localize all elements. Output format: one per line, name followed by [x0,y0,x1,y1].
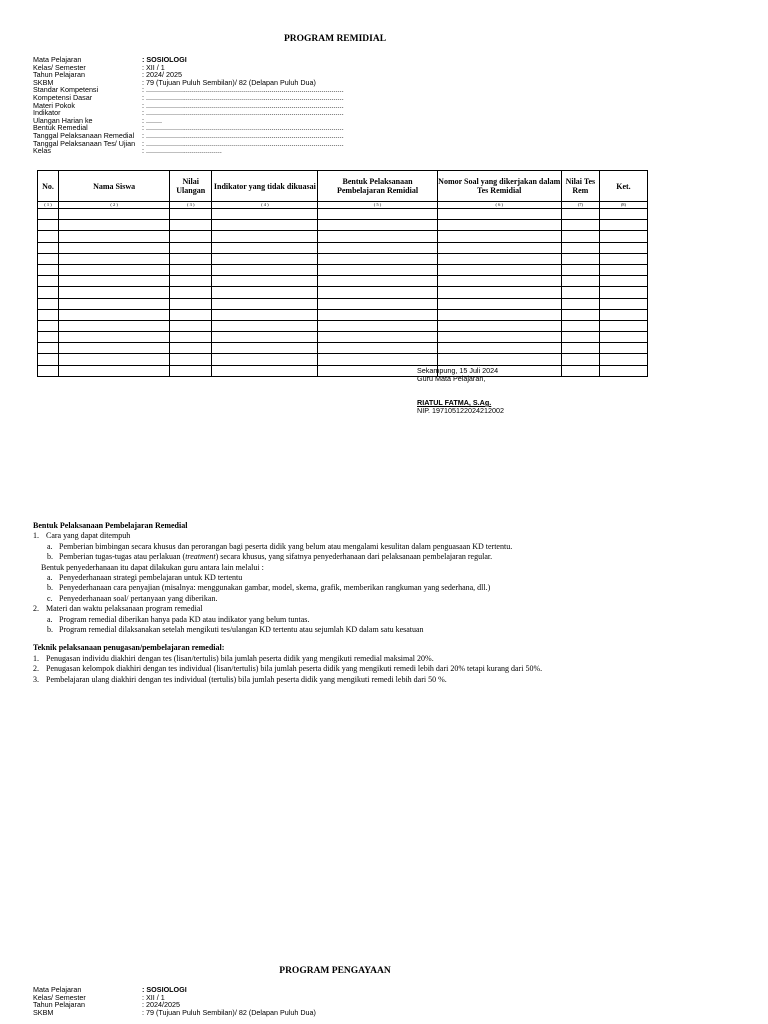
table-cell [170,209,212,220]
table-row [38,220,648,231]
info-label: Tahun Pelajaran [33,1000,85,1010]
list-number: b. [47,552,53,562]
table-cell [437,332,561,343]
table-cell [212,343,318,354]
table-cell [599,332,647,343]
table-cell [59,276,170,287]
list-item [33,654,733,664]
info-value: : ................................................................................................... [142,123,344,133]
info-value: : ................................................................................................... [142,108,344,118]
table-cell [59,332,170,343]
list-number: 1. [33,531,39,541]
table-cell [59,264,170,275]
table-cell [59,231,170,242]
col-header-nilai-tes-rem: Nilai Tes Rem [561,171,599,202]
table-cell [170,332,212,343]
table-cell [599,298,647,309]
table-cell [59,287,170,298]
info-value: : ...................................... [142,146,222,156]
table-cell [599,209,647,220]
info-value: : XII / 1 [142,62,165,72]
col-header-indikator: Indikator yang tidak dikuasai [212,171,318,202]
table-cell [170,253,212,264]
table-row [38,332,648,343]
column-number: ( 1 ) [38,202,59,209]
table-cell [170,365,212,376]
remedial-table [37,170,648,377]
list-text: Penyederhanaan soal/ pertanyaan yang diberikan. [59,593,218,603]
info-value: : SOSIOLOGI [142,985,187,994]
list-number: 2. [33,604,39,614]
table-cell [212,320,318,331]
list-text: Penugasan individu diakhiri dengan tes (lisan/tertulis) bila jumlah peserta didik yang mengikuti remedial maksimal 20%. [46,653,434,663]
list-number: 3. [33,674,39,684]
table-cell [212,231,318,242]
table-cell [38,276,59,287]
table-cell [59,253,170,264]
list-text: Penyederhanaan strategi pembelajaran untuk KD tertentu [59,573,243,583]
info-value: : 79 (Tujuan Puluh Sembilan)/ 82 (Delapan Puluh Dua) [142,1007,316,1017]
table-cell [599,343,647,354]
list-item [33,594,733,604]
table-cell [212,287,318,298]
list-item [33,573,733,583]
table-cell [38,320,59,331]
table-cell [212,332,318,343]
table-cell [318,309,437,320]
column-number: ( 3 ) [170,202,212,209]
table-cell [38,354,59,365]
table-cell [599,309,647,320]
section-heading: Bentuk Pelaksanaan Pembelajaran Remedial [33,521,188,530]
list-text: Penugasan kelompok diakhiri dengan tes individual (lisan/tertulis) bila jumlah peserta didik yang mengikuti remedi lebih dari 20% tetapi kurang dari 50%. [46,664,543,674]
table-row [38,320,648,331]
signature-name: RIATUL FATMA, S.Ag. [417,398,492,407]
table-cell [38,365,59,376]
table-cell [318,209,437,220]
table-cell [437,264,561,275]
table-row [38,209,648,220]
table-cell [561,309,599,320]
info-value: : 79 (Tujuan Puluh Sembilan)/ 82 (Delapan Puluh Dua) [142,77,316,87]
info-value: : ................................................................................................... [142,138,344,148]
table-cell [170,276,212,287]
column-number: ( 2 ) [59,202,170,209]
list-number: a. [47,573,53,583]
table-cell [59,365,170,376]
info-label: SKBM [33,77,54,87]
table-cell [170,354,212,365]
list-number: a. [47,541,53,551]
remedial-info-block [33,56,344,155]
table-cell [170,264,212,275]
table-cell [38,220,59,231]
table-cell [170,220,212,231]
table-row [38,276,648,287]
table-cell [561,354,599,365]
table-cell [212,253,318,264]
table-cell [59,354,170,365]
table-cell [437,242,561,253]
table-cell [437,309,561,320]
table-cell [170,287,212,298]
table-cell [599,320,647,331]
table-header-row [38,171,648,202]
table-cell [561,332,599,343]
table-cell [212,354,318,365]
info-label: Kelas/ Semester [33,992,86,1002]
table-cell [212,309,318,320]
list-item [33,604,733,614]
info-value: : ................................................................................................... [142,92,344,102]
list-number: 2. [33,664,39,674]
table-cell [561,287,599,298]
table-cell [212,209,318,220]
signature-place-date: Sekampung, 15 Juli 2024 [417,366,499,375]
table-row [38,264,648,275]
info-value: : SOSIOLOGI [142,55,187,64]
section-heading: Teknik pelaksanaan penugasan/pembelajaran remedial: [33,643,225,653]
info-label: SKBM [33,1007,54,1017]
column-number: (8) [599,202,647,209]
table-cell [59,298,170,309]
table-cell [318,220,437,231]
list-item [33,531,733,541]
column-number-row [38,202,648,209]
table-cell [599,276,647,287]
list-item [33,542,733,552]
list-item [33,615,733,625]
table-cell [561,264,599,275]
info-label: Tanggal Pelaksanaan Tes/ Ujian [33,138,136,148]
table-cell [561,320,599,331]
table-cell [38,298,59,309]
table-cell [318,287,437,298]
table-cell [170,320,212,331]
info-value: : 2024/ 2025 [142,70,182,80]
table-cell [318,276,437,287]
table-cell [437,320,561,331]
table-cell [437,253,561,264]
table-cell [38,253,59,264]
list-text: Pemberian tugas-tugas atau perlakuan ( [59,552,186,562]
table-cell [599,220,647,231]
info-label: Standar Kompetensi [33,85,99,95]
col-header-bentuk-pelaksanaan: Bentuk Pelaksanaan Pembelajaran Remidial [318,171,437,202]
table-cell [437,276,561,287]
table-cell [437,220,561,231]
table-row [38,231,648,242]
list-item [33,675,733,685]
info-label: Kompetensi Dasar [33,92,93,102]
list-item [33,625,733,635]
col-header-nomor-soal: Nomor Soal yang dikerjakan dalam Tes Remidial [437,171,561,202]
table-cell [318,343,437,354]
table-row [38,242,648,253]
info-value: : 2024/2025 [142,1000,180,1010]
signature-role: Guru Mata Pelajaran, [417,374,486,383]
col-header-no: No. [38,171,59,202]
column-number: ( 5 ) [318,202,437,209]
table-cell [318,298,437,309]
list-text-italic: treatment [185,552,216,562]
info-label: Materi Pokok [33,100,75,110]
list-text: ) secara khusus, yang sifatnya penyederhanaan dari pelaksanaan pembelajaran regular. [215,552,493,562]
list-number: 1. [33,653,39,663]
column-number: (7) [561,202,599,209]
table-cell [170,298,212,309]
table-cell [437,354,561,365]
table-cell [170,231,212,242]
table-cell [437,209,561,220]
table-cell [212,276,318,287]
table-cell [561,242,599,253]
table-cell [38,287,59,298]
table-row [38,309,648,320]
table-cell [599,231,647,242]
list-item [33,552,733,562]
enrichment-title: PROGRAM PENGAYAAN [279,966,391,976]
remedial-notes [33,521,733,685]
table-cell [170,242,212,253]
table-cell [318,231,437,242]
info-row-kelas [33,147,344,155]
table-cell [212,365,318,376]
table-cell [212,264,318,275]
table-cell [599,264,647,275]
paragraph: Bentuk penyederhanaan itu dapat dilakukan guru antara lain melalui : [41,562,264,572]
list-text: Materi dan waktu pelaksanaan program remedial [46,604,203,614]
table-cell [38,309,59,320]
table-cell [318,332,437,343]
table-cell [318,354,437,365]
table-cell [318,264,437,275]
table-cell [212,220,318,231]
table-cell [561,220,599,231]
table-cell [599,242,647,253]
info-value: : ................................................................................................... [142,130,344,140]
table-cell [561,253,599,264]
column-number: ( 4 ) [212,202,318,209]
table-cell [59,209,170,220]
info-value: : ................................................................................................... [142,100,344,110]
table-cell [561,276,599,287]
table-cell [437,343,561,354]
table-cell [38,343,59,354]
table-cell [437,231,561,242]
info-value: : ........ [142,115,162,125]
info-label: Ulangan Harian ke [33,115,93,125]
list-item [33,583,733,593]
table-cell [38,264,59,275]
table-cell [599,354,647,365]
list-text: Pembelajaran ulang diakhiri dengan tes individual (tertulis) bila jumlah peserta didik yang mengikuti remedi lebih dari 50 %. [46,674,447,684]
table-cell [212,298,318,309]
table-cell [599,365,647,376]
info-label: Mata Pelajaran [33,985,82,994]
table-cell [38,332,59,343]
list-text: Penyederhanaan cara penyajian (misalnya: menggunakan gambar, model, skema, grafik, memberikan rangkuman yang sederhana, dll.) [59,583,491,593]
info-label: Mata Pelajaran [33,55,82,64]
info-label: Indikator [33,108,61,118]
table-cell [170,343,212,354]
info-value: : ................................................................................................... [142,85,344,95]
table-cell [561,231,599,242]
col-header-ket: Ket. [599,171,647,202]
table-cell [170,309,212,320]
list-number: c. [47,593,53,603]
table-cell [599,253,647,264]
table-cell [38,209,59,220]
table-row [38,354,648,365]
info-label: Tanggal Pelaksanaan Remedial [33,130,135,140]
table-cell [561,209,599,220]
table-cell [599,287,647,298]
info-label: Bentuk Remedial [33,123,88,133]
list-item [33,664,733,674]
signature-block [417,367,504,415]
table-cell [59,242,170,253]
list-text: Program remedial diberikan hanya pada KD atau indikator yang belum tuntas. [59,614,310,624]
list-number: a. [47,614,53,624]
table-cell [59,309,170,320]
info-label: Tahun Pelajaran [33,70,85,80]
table-cell [59,320,170,331]
table-cell [561,365,599,376]
table-cell [38,231,59,242]
table-cell [59,343,170,354]
table-cell [318,320,437,331]
remedial-title: PROGRAM REMIDIAL [283,34,387,44]
list-text: Program remedial dilaksanakan setelah mengikuti tes/ulangan KD tertentu atau sejumlah KD dalam satu kesatuan [59,625,424,635]
list-number: b. [47,625,53,635]
table-row [38,365,648,376]
table-cell [561,343,599,354]
list-number: b. [47,583,53,593]
table-cell [38,242,59,253]
table-cell [212,242,318,253]
table-row [38,298,648,309]
table-row [38,253,648,264]
info-label: Kelas/ Semester [33,62,86,72]
table-cell [437,287,561,298]
table-cell [437,298,561,309]
table-row [38,287,648,298]
table-cell [561,298,599,309]
col-header-nama-siswa: Nama Siswa [59,171,170,202]
list-text: Cara yang dapat ditempuh [46,531,131,541]
col-header-nilai-ulangan: Nilai Ulangan [170,171,212,202]
enrichment-info-block [33,986,316,1016]
table-cell [59,220,170,231]
column-number: ( 6 ) [437,202,561,209]
table-cell [318,242,437,253]
table-cell [318,253,437,264]
table-row [38,343,648,354]
info-value: : XII / 1 [142,992,165,1002]
info-label: Kelas [33,146,51,156]
info-row-skbm [33,1009,316,1017]
list-text: Pemberian bimbingan secara khusus dan perorangan bagi peserta didik yang belum atau mengalami kesulitan dalam penguasaan KD tertentu. [59,541,513,551]
signature-nip: NIP. 197105122024212002 [417,406,504,415]
